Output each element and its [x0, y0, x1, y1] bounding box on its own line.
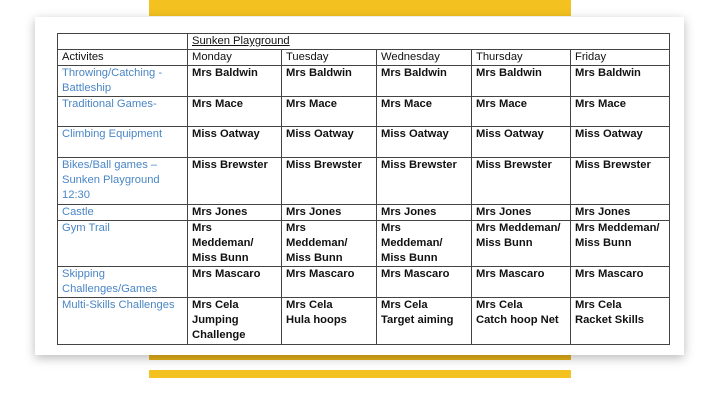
staff-cell [282, 205, 377, 221]
staff-line: Mrs Baldwin [476, 67, 542, 79]
staff-cell [282, 66, 377, 97]
staff-cell [571, 221, 670, 267]
activity-line: Challenges/Games [62, 283, 158, 295]
staff-line: Mrs Cela [575, 299, 622, 311]
activity-cell [58, 158, 188, 205]
activity-line: 12:30 [62, 189, 90, 201]
staff-line: Miss Brewster [381, 159, 457, 171]
staff-cell [188, 158, 282, 205]
staff-line: Miss Oatway [381, 128, 449, 140]
activity-line: Traditional Games- [62, 98, 157, 110]
activity-cell [58, 298, 188, 345]
staff-line: Mrs Mascaro [476, 268, 545, 280]
staff-line: Mrs [192, 222, 212, 234]
activity-header [58, 50, 188, 66]
staff-line: Miss Brewster [476, 159, 552, 171]
table-row [58, 221, 670, 267]
day-label: Monday [192, 51, 232, 63]
staff-cell [188, 205, 282, 221]
staff-line: Mrs [381, 222, 401, 234]
staff-line: Mrs Meddeman/ [476, 222, 561, 234]
activity-line: Battleship [62, 82, 112, 94]
activity-cell [58, 97, 188, 127]
staff-line: Mrs Baldwin [192, 67, 258, 79]
staff-line: Hula hoops [286, 314, 347, 326]
top-accent-bar [149, 0, 571, 16]
activity-cell [58, 267, 188, 298]
day-header-wednesday [377, 50, 472, 66]
staff-cell [571, 158, 670, 205]
timetable [57, 33, 670, 345]
staff-cell [472, 298, 571, 345]
staff-line: Miss Oatway [192, 128, 260, 140]
staff-cell [571, 66, 670, 97]
staff-line: Mrs Mace [192, 98, 243, 110]
table-row [58, 97, 670, 127]
staff-cell [472, 221, 571, 267]
staff-line: Miss Oatway [575, 128, 643, 140]
staff-line: Mrs Mace [575, 98, 626, 110]
staff-line: Meddeman/ [192, 237, 254, 249]
table-row [58, 127, 670, 158]
day-header-tuesday [282, 50, 377, 66]
header-row [58, 50, 670, 66]
staff-cell [377, 205, 472, 221]
day-header-friday [571, 50, 670, 66]
activity-line: Throwing/Catching - [62, 67, 163, 79]
staff-cell [571, 267, 670, 298]
staff-line: Mrs Cela [381, 299, 428, 311]
staff-cell [188, 66, 282, 97]
activity-cell [58, 221, 188, 267]
activity-line: Skipping [62, 268, 105, 280]
staff-line: Mrs Mace [476, 98, 527, 110]
day-label: Wednesday [381, 51, 440, 63]
staff-cell [571, 97, 670, 127]
staff-line: Target aiming [381, 314, 454, 326]
staff-line: Miss Bunn [476, 237, 533, 249]
table-row [58, 267, 670, 298]
staff-cell [188, 267, 282, 298]
table-row [58, 205, 670, 221]
staff-line: Meddeman/ [381, 237, 443, 249]
activity-line: Castle [62, 206, 94, 218]
staff-line: Catch hoop Net [476, 314, 559, 326]
staff-cell [472, 158, 571, 205]
staff-line: Miss Bunn [286, 252, 343, 264]
staff-cell [472, 66, 571, 97]
staff-cell [377, 298, 472, 345]
staff-line: Mrs [286, 222, 306, 234]
staff-line: Mrs Jones [476, 206, 532, 218]
staff-line: Racket Skills [575, 314, 645, 326]
staff-line: Mrs Jones [192, 206, 248, 218]
table-row [58, 298, 670, 345]
table-row [58, 158, 670, 205]
day-label: Thursday [476, 51, 523, 63]
table-row [58, 66, 670, 97]
staff-cell [188, 221, 282, 267]
staff-cell [377, 267, 472, 298]
staff-cell [571, 298, 670, 345]
staff-line: Meddeman/ [286, 237, 348, 249]
staff-line: Mrs Baldwin [286, 67, 352, 79]
bottom-accent-bar [149, 370, 571, 378]
staff-cell [282, 298, 377, 345]
staff-line: Miss Brewster [575, 159, 651, 171]
staff-line: Mrs Jones [575, 206, 631, 218]
activity-line: Multi-Skills Challenges [62, 299, 175, 311]
staff-line: Mrs Mascaro [286, 268, 355, 280]
staff-cell [472, 97, 571, 127]
document-card [35, 17, 684, 355]
staff-line: Mrs Mascaro [192, 268, 261, 280]
staff-cell [282, 221, 377, 267]
staff-line: Mrs Cela [192, 299, 239, 311]
activity-cell [58, 66, 188, 97]
staff-line: Challenge [192, 329, 246, 341]
staff-cell [282, 158, 377, 205]
staff-line: Mrs Cela [476, 299, 523, 311]
staff-cell [377, 66, 472, 97]
activity-line: Gym Trail [62, 222, 110, 234]
staff-cell [472, 127, 571, 158]
staff-line: Miss Bunn [575, 237, 632, 249]
staff-line: Miss Oatway [286, 128, 354, 140]
staff-line: Mrs Mascaro [575, 268, 644, 280]
day-header-thursday [472, 50, 571, 66]
staff-line: Mrs Jones [286, 206, 342, 218]
staff-cell [377, 158, 472, 205]
staff-cell [188, 97, 282, 127]
staff-cell [571, 127, 670, 158]
staff-line: Mrs Mace [286, 98, 337, 110]
activity-header-label: Activites [62, 51, 104, 63]
staff-line: Miss Brewster [192, 159, 268, 171]
location-cell [188, 34, 670, 50]
staff-line: Miss Bunn [192, 252, 249, 264]
activity-line: Climbing Equipment [62, 128, 163, 140]
activity-line: Sunken Playground [62, 174, 160, 186]
staff-line: Mrs Meddeman/ [575, 222, 660, 234]
location-title: Sunken Playground [192, 35, 290, 47]
location-row [58, 34, 670, 50]
staff-cell [377, 221, 472, 267]
staff-cell [377, 97, 472, 127]
staff-line: Jumping [192, 314, 239, 326]
staff-line: Mrs Mace [381, 98, 432, 110]
staff-line: Mrs Cela [286, 299, 333, 311]
activity-line: Bikes/Ball games – [62, 159, 158, 171]
day-label: Friday [575, 51, 607, 63]
day-header-monday [188, 50, 282, 66]
staff-cell [472, 205, 571, 221]
staff-line: Miss Brewster [286, 159, 362, 171]
blank-cell [58, 34, 188, 50]
staff-cell [571, 205, 670, 221]
staff-cell [282, 267, 377, 298]
staff-cell [188, 127, 282, 158]
staff-cell [188, 298, 282, 345]
staff-line: Mrs Baldwin [381, 67, 447, 79]
staff-cell [472, 267, 571, 298]
day-label: Tuesday [286, 51, 329, 63]
staff-line: Miss Bunn [381, 252, 438, 264]
staff-cell [377, 127, 472, 158]
staff-cell [282, 127, 377, 158]
activity-cell [58, 205, 188, 221]
staff-line: Miss Oatway [476, 128, 544, 140]
staff-line: Mrs Jones [381, 206, 437, 218]
staff-line: Mrs Mascaro [381, 268, 450, 280]
activity-cell [58, 127, 188, 158]
staff-cell [282, 97, 377, 127]
staff-line: Mrs Baldwin [575, 67, 641, 79]
